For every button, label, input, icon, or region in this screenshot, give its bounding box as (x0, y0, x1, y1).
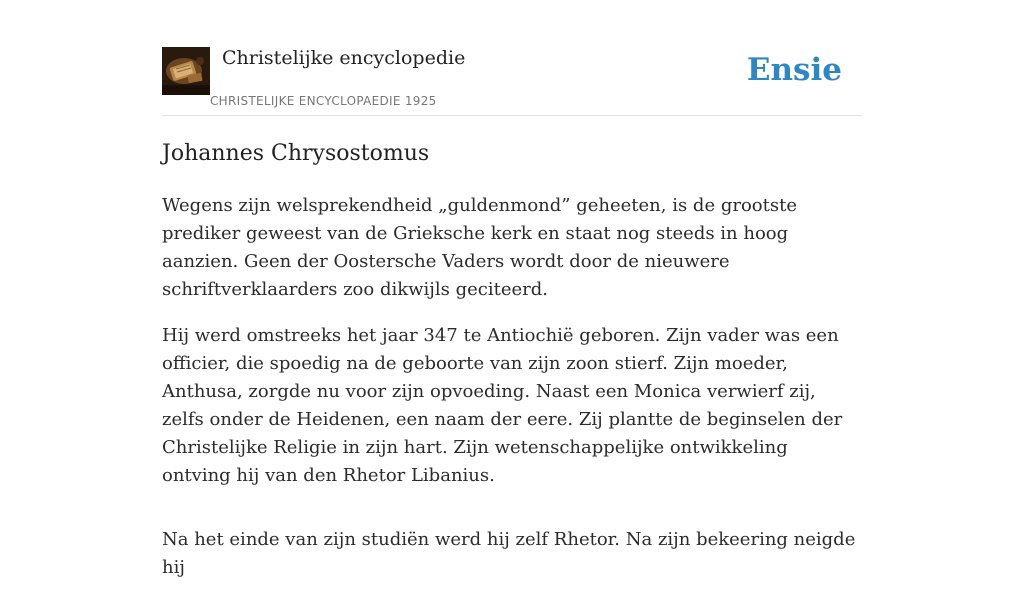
site-header (162, 0, 862, 116)
article-body (162, 192, 862, 600)
article-title: Johannes Chrysostomus (162, 141, 430, 166)
article-paragraph: Na het einde van zijn studiën werd hij zelf Rhetor. Na zijn bekeering neigde hij (162, 529, 856, 578)
site-subtitle: CHRISTELIJKE ENCYCLOPAEDIE 1925 (210, 94, 437, 108)
article-paragraph: Wegens zijn welsprekendheid „guldenmond” geheeten, is de grootste prediker geweest van de Grieksche kerk en staat nog steeds in hoog aanzien. Geen der Oostersche Vaders wordt door de nieuwere schriftverklaarders zoo dikwijls geciteerd. (162, 195, 797, 300)
article-paragraph: Hij werd omstreeks het jaar 347 te Antiochië geboren. Zijn vader was een officier, die spoedig na de geboorte van zijn zoon stierf. Zijn moeder, Anthusa, zorgde nu voor zijn opvoeding. Naast een Monica verwierf zij, zelfs onder de Heidenen, een naam der eere. Zij plantte de beginselen der Christelijke Religie in zijn hart. Zijn wetenschappelijke ontwikkeling ontving hij van den Rhetor Libanius. (162, 325, 843, 486)
encyclopedia-avatar[interactable] (162, 47, 210, 95)
site-name[interactable]: Christelijke encyclopedie (222, 47, 466, 69)
page-container (162, 0, 862, 578)
ensie-logo-link[interactable]: Ensie (746, 52, 842, 88)
book-image-icon (162, 47, 210, 95)
